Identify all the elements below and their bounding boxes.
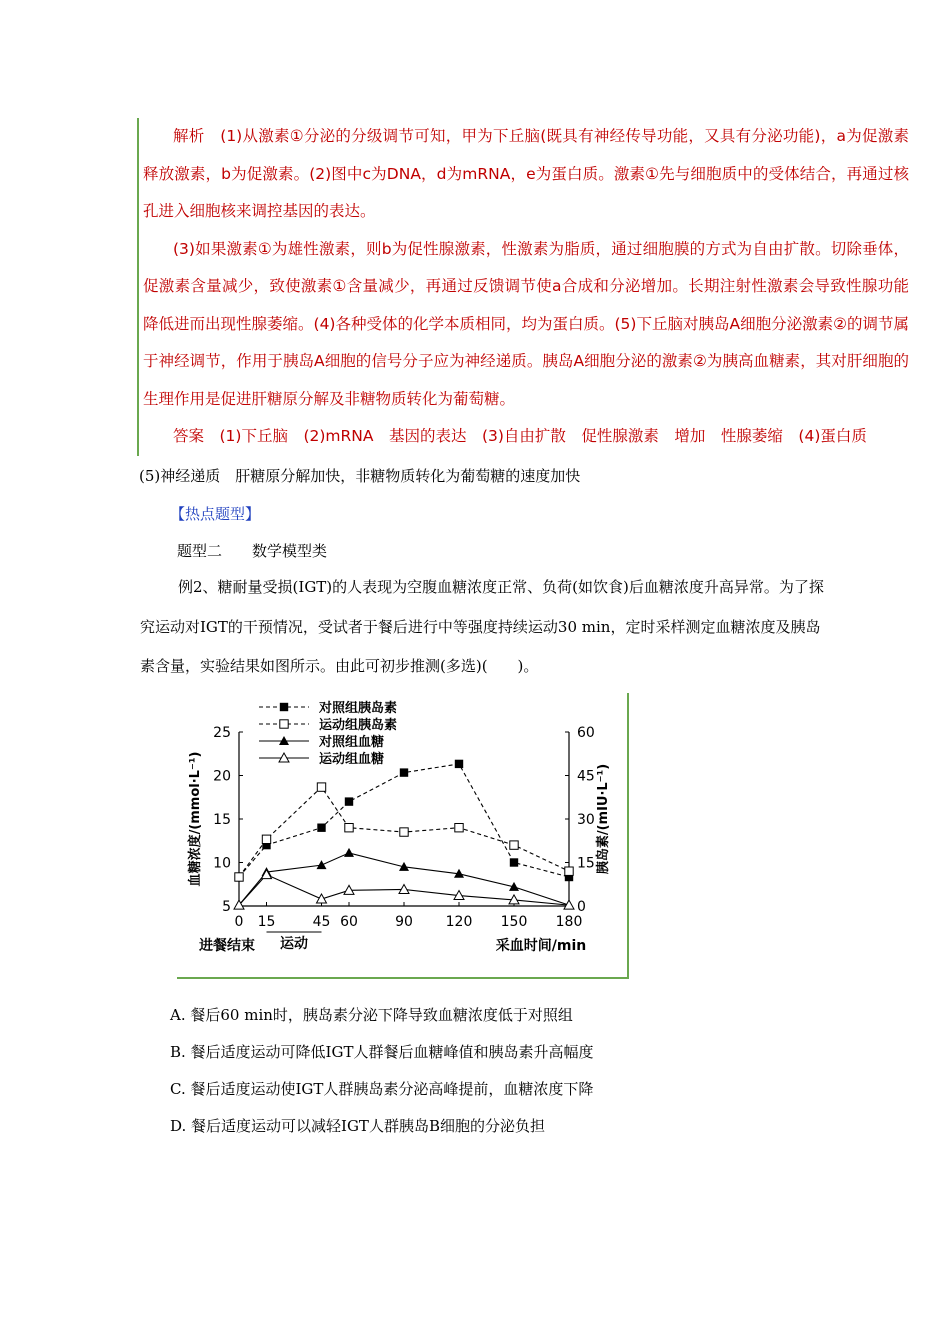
series-2-point bbox=[565, 867, 573, 875]
series-1-point bbox=[317, 824, 325, 832]
question-type-title: 题型二 数学模型类 bbox=[177, 542, 328, 560]
x-tick-label: 0 bbox=[234, 914, 244, 930]
left-axis-label: 血糖浓度/(mmol·L⁻¹) bbox=[188, 751, 203, 887]
hot-topic-label: 【热点题型】 bbox=[170, 505, 261, 523]
left-tick-label: 25 bbox=[213, 725, 231, 741]
x-tick-label: 150 bbox=[500, 914, 528, 930]
series-3-point bbox=[344, 848, 354, 857]
option-c: C. 餐后适度运动使IGT人群胰岛素分泌高峰提前，血糖浓度下降 bbox=[170, 1080, 594, 1098]
analysis-paragraph-1: 解析 (1)从激素①分泌的分级调节可知，甲为下丘脑(既具有神经传导功能，又具有分泌功能)，a为促激素释放激素，b为促激素。(2)图中c为DNA，d为mRNA，e为蛋白质。激素①先与细胞质中的受体结合，再通过核孔进入细胞核来调控基因的表达。 bbox=[143, 127, 909, 220]
analysis-block bbox=[137, 118, 909, 456]
series-1-point bbox=[400, 768, 408, 776]
series-4-point bbox=[399, 884, 409, 893]
series-2-point bbox=[510, 841, 518, 849]
legend-label: 运动组血糖 bbox=[319, 752, 385, 767]
x-axis-label: 采血时间/min bbox=[495, 938, 587, 954]
question-text bbox=[140, 568, 830, 687]
right-tick-label: 0 bbox=[577, 899, 586, 915]
chart-container bbox=[177, 693, 629, 979]
series-line-3 bbox=[239, 853, 569, 905]
left-tick-label: 10 bbox=[213, 855, 231, 872]
right-tick-label: 45 bbox=[577, 768, 595, 785]
series-2-point bbox=[455, 824, 463, 832]
right-axis-label: 胰岛素/(mIU·L⁻¹) bbox=[596, 763, 611, 875]
series-2-point bbox=[317, 783, 325, 791]
legend-marker bbox=[280, 703, 288, 711]
legend-label: 对照组胰岛素 bbox=[319, 701, 398, 716]
x-tick-label: 90 bbox=[395, 914, 413, 930]
answer-line: 答案 (1)下丘脑 (2)mRNA 基因的表达 (3)自由扩散 促性腺激素 增加 性腺萎缩 (4)蛋白质 bbox=[173, 427, 867, 445]
legend-label: 对照组血糖 bbox=[319, 735, 385, 750]
legend-marker bbox=[280, 720, 288, 728]
series-2-point bbox=[262, 835, 270, 843]
x-tick-label: 45 bbox=[312, 914, 331, 930]
series-1-point bbox=[510, 858, 518, 866]
x-tick-label: 15 bbox=[257, 914, 276, 930]
legend-label: 运动组胰岛素 bbox=[319, 718, 398, 733]
annotation-exercise: 运动 bbox=[280, 936, 308, 952]
right-tick-label: 15 bbox=[577, 855, 595, 872]
option-d: D. 餐后适度运动可以减轻IGT人群胰岛B细胞的分泌负担 bbox=[170, 1117, 545, 1135]
left-tick-label: 15 bbox=[213, 812, 231, 828]
answer-continuation: (5)神经递质 肝糖原分解加快，非糖物质转化为葡萄糖的速度加快 bbox=[139, 467, 581, 485]
option-a: A. 餐后60 min时，胰岛素分泌下降导致血糖浓度低于对照组 bbox=[170, 1006, 573, 1024]
chart-svg bbox=[177, 693, 627, 977]
series-3-point bbox=[317, 860, 327, 869]
series-1-point bbox=[345, 797, 353, 805]
series-2-point bbox=[345, 824, 353, 832]
series-2-point bbox=[400, 828, 408, 836]
x-tick-label: 180 bbox=[555, 914, 583, 930]
right-tick-label: 30 bbox=[577, 812, 595, 828]
analysis-paragraph-2: (3)如果激素①为雄性激素，则b为促性腺激素，性激素为脂质，通过细胞膜的方式为自由扩散。切除垂体，促激素含量减少，致使激素①含量减少，再通过反馈调节使a合成和分泌增加。长期注射性激素会导致性腺功能降低进而出现性腺萎缩。(4)各种受体的化学本质相同，均为蛋白质。(5)下丘脑对胰岛A细胞分泌激素②的调节属于神经调节，作用于胰岛A细胞的信号分子应为神经递质。胰岛A细胞分泌的激素②为胰高血糖素，其对肝细胞的生理作用是促进肝糖原分解及非糖物质转化为葡萄糖。 bbox=[143, 239, 909, 408]
series-4-point bbox=[317, 894, 327, 903]
left-tick-label: 20 bbox=[213, 768, 231, 785]
left-tick-label: 5 bbox=[222, 899, 231, 915]
right-tick-label: 60 bbox=[577, 725, 595, 741]
option-b: B. 餐后适度运动可降低IGT人群餐后血糖峰值和胰岛素升高幅度 bbox=[170, 1043, 594, 1061]
series-2-point bbox=[235, 873, 243, 881]
x-tick-label: 60 bbox=[340, 914, 358, 930]
series-1-point bbox=[455, 760, 463, 768]
annotation-meal-end: 进餐结束 bbox=[199, 938, 255, 954]
series-line-1 bbox=[239, 764, 569, 877]
question-paragraph: 例2、糖耐量受损(IGT)的人表现为空腹血糖浓度正常、负荷(如饮食)后血糖浓度升高异常。为了探究运动对IGT的干预情况，受试者于餐后进行中等强度持续运动30 min，定时采样测定血糖浓度及胰岛素含量，实验结果如图所示。由此可初步推测(多选)( )。 bbox=[140, 578, 824, 675]
x-tick-label: 120 bbox=[445, 914, 473, 930]
